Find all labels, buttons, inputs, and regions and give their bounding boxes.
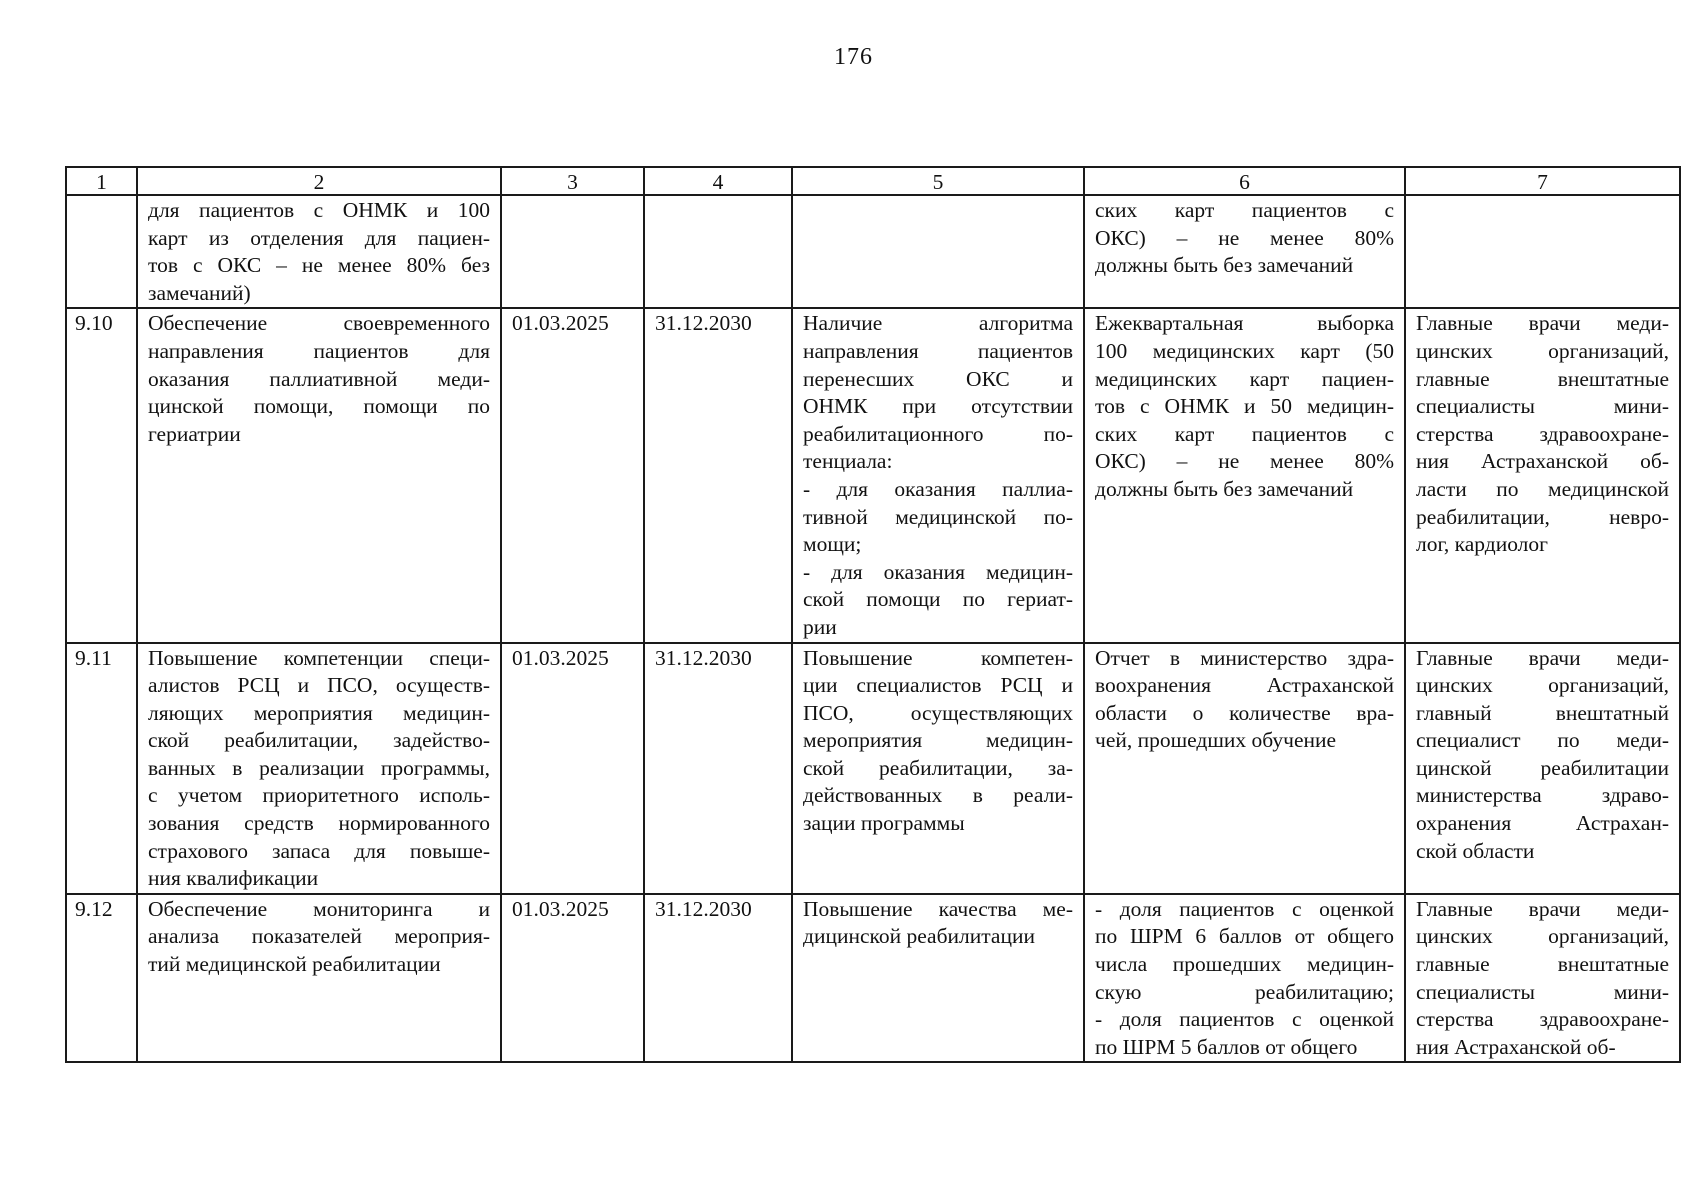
end-date-cell [644,894,792,1063]
item-number: 9.10 [75,311,113,336]
text-line: дицинской реабилитации [803,924,1035,949]
text-line: Обеспечение мониторинга и [148,896,490,921]
text-line: цинской помощи, помощи по [148,394,490,419]
text-line: тов с ОНМК и 50 медицин- [1095,394,1394,419]
text-line: зации программы [803,811,965,836]
table-row [66,308,1680,642]
text-line: перенесших ОКС и [803,366,1073,391]
text-line: с учетом приоритетного исполь- [148,783,490,808]
text-line: главные внештатные [1416,952,1669,977]
text-line: Повышение компетен- [803,645,1073,670]
responsible-cell [1405,894,1680,1063]
text-line: Главные врачи меди- [1416,896,1669,921]
text-line: ОНМК при отсутствии [803,394,1073,419]
column-header: 6 [1084,167,1405,195]
text-line: мероприятия медицин- [803,728,1073,753]
date-value: 31.12.2030 [655,896,752,921]
responsible-cell [1405,308,1680,642]
text-line: для пациентов с ОНМК и 100 [148,198,490,222]
text-line: министерства здраво- [1416,783,1669,808]
text-line: ния квалификации [148,866,319,891]
text-line: ванных в реализации программы, [148,755,490,780]
text-line: ПСО, осуществляющих [803,700,1073,725]
text-line: Повышение качества ме- [803,896,1073,921]
text-line: - доля пациентов с оценкой [1095,896,1394,921]
item-number-cell [66,195,137,308]
activity-cell [137,894,501,1063]
column-header: 5 [792,167,1084,195]
column-header: 7 [1405,167,1680,195]
text-line: чей, прошедших обучение [1095,728,1337,753]
table-row [66,894,1680,1063]
text-line: Главные врачи меди- [1416,311,1669,336]
text-line: ских карт пациентов с [1095,421,1394,446]
text-line: тов с ОКС – не менее 80% без [148,253,490,278]
text-line: ции специалистов РСЦ и [803,673,1073,698]
text-line: воохранения Астраханской [1095,673,1394,698]
text-line: специалисты мини- [1416,979,1669,1004]
column-header: 3 [501,167,644,195]
text-line: замечаний) [148,280,251,305]
text-line: Ежеквартальная выборка [1095,311,1394,336]
text-line: ской реабилитации, за- [803,755,1073,780]
text-line: реабилитации, невро- [1416,504,1669,529]
text-line: Повышение компетенции специ- [148,645,490,670]
text-line: скую реабилитацию; [1095,979,1394,1004]
text-line: гериатрии [148,421,241,446]
indicator-cell [1084,643,1405,894]
text-line: - доля пациентов с оценкой [1095,1007,1394,1032]
text-line: оказания паллиативной меди- [148,366,490,391]
text-line: анализа показателей мероприя- [148,924,490,949]
text-line: должны быть без замечаний [1095,476,1354,501]
table-row [66,195,1680,308]
text-line: тенциала: [803,449,893,474]
text-line: 100 медицинских карт (50 [1095,338,1394,363]
text-line: Главные врачи меди- [1416,645,1669,670]
activity-cell [137,643,501,894]
text-line: рии [803,614,837,639]
text-line: области о количестве вра- [1095,700,1394,725]
text-line: ОКС) – не менее 80% [1095,225,1394,250]
date-value: 01.03.2025 [512,645,609,670]
text-line: главный внештатный [1416,700,1669,725]
text-line: страхового запаса для повыше- [148,838,490,863]
end-date-cell [644,643,792,894]
text-line: ской реабилитации, задейство- [148,728,490,753]
text-line: зования средств нормированного [148,811,490,836]
text-line: - для оказания паллиа- [803,476,1073,501]
responsible-cell [1405,643,1680,894]
text-line: охранения Астрахан- [1416,811,1669,836]
text-line: цинских организаций, [1416,673,1669,698]
plan-table [65,166,1681,1063]
text-line: ской области [1416,838,1535,863]
text-line: стерства здравоохране- [1416,421,1669,446]
activity-cell [137,195,501,308]
indicator-cell [1084,308,1405,642]
start-date-cell [501,643,644,894]
result-cell [792,308,1084,642]
start-date-cell [501,894,644,1063]
text-line: Обеспечение своевременного [148,311,490,336]
text-line: цинской реабилитации [1416,755,1669,780]
column-header: 1 [66,167,137,195]
table-row [66,643,1680,894]
end-date-cell [644,195,792,308]
text-line: карт из отделения для пациен- [148,225,490,250]
text-line: цинских организаций, [1416,338,1669,363]
text-line: алистов РСЦ и ПСО, осуществ- [148,673,490,698]
text-line: ских карт пациентов с [1095,198,1394,222]
column-header: 4 [644,167,792,195]
text-line: ляющих мероприятия медицин- [148,700,490,725]
text-line: мощи; [803,532,862,557]
end-date-cell [644,308,792,642]
text-line: ния Астраханской об- [1416,1034,1616,1059]
text-line: медицинских карт пациен- [1095,366,1394,391]
indicator-cell [1084,195,1405,308]
start-date-cell [501,308,644,642]
indicator-cell [1084,894,1405,1063]
text-line: тивной медицинской по- [803,504,1073,529]
item-number-cell [66,894,137,1063]
activity-cell [137,308,501,642]
text-line: Отчет в министерство здра- [1095,645,1394,670]
text-line: ОКС) – не менее 80% [1095,449,1394,474]
text-line: тий медицинской реабилитации [148,952,441,977]
text-line: ской помощи по гериат- [803,587,1073,612]
item-number-cell [66,643,137,894]
date-value: 01.03.2025 [512,311,609,336]
text-line: главные внештатные [1416,366,1669,391]
date-value: 31.12.2030 [655,645,752,670]
item-number-cell [66,308,137,642]
text-line: лог, кардиолог [1416,532,1548,557]
date-value: 31.12.2030 [655,311,752,336]
text-line: направления пациентов для [148,338,490,363]
start-date-cell [501,195,644,308]
text-line: реабилитационного по- [803,421,1073,446]
text-line: направления пациентов [803,338,1073,363]
item-number: 9.12 [75,896,113,921]
result-cell [792,195,1084,308]
text-line: ласти по медицинской [1416,476,1669,501]
page-number: 176 [834,44,873,70]
text-line: по ШРМ 6 баллов от общего [1095,924,1394,949]
text-line: числа прошедших медицин- [1095,952,1394,977]
text-line: действованных в реали- [803,783,1073,808]
text-line: специалист по меди- [1416,728,1669,753]
text-line: стерства здравоохране- [1416,1007,1669,1032]
item-number: 9.11 [75,645,112,670]
responsible-cell [1405,195,1680,308]
column-header: 2 [137,167,501,195]
text-line: должны быть без замечаний [1095,253,1354,278]
result-cell [792,643,1084,894]
text-line: ния Астраханской об- [1416,449,1669,474]
result-cell [792,894,1084,1063]
date-value: 01.03.2025 [512,896,609,921]
text-line: цинских организаций, [1416,924,1669,949]
column-number-row [66,167,1680,195]
text-line: по ШРМ 5 баллов от общего [1095,1034,1358,1059]
text-line: - для оказания медицин- [803,559,1073,584]
text-line: специалисты мини- [1416,394,1669,419]
text-line: Наличие алгоритма [803,311,1073,336]
